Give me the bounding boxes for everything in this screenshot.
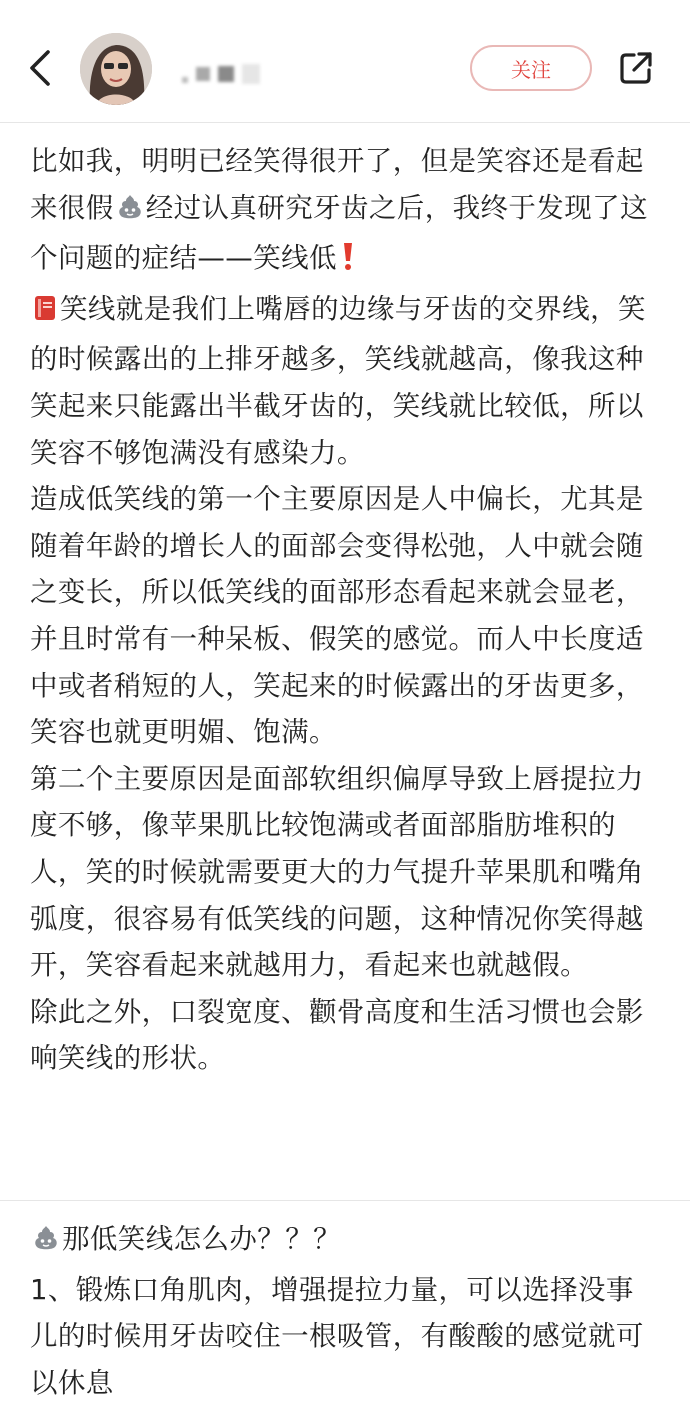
avatar[interactable] — [80, 33, 152, 105]
paragraph-4: 第二个主要原因是面部软组织偏厚导致上唇提拉力度不够，像苹果肌比较饱满或者面部脂肪堆积的人，笑的时候就需要更大的力气提升苹果肌和嘴角弧度，很容易有低笑线的问题，这种情况你笑得越开，笑容看起来就越用力，看起来也就越假。 — [30, 762, 644, 982]
paragraph-3: 造成低笑线的第一个主要原因是人中偏长，尤其是随着年龄的增长人的面部会变得松弛，人中就会随之变长，所以低笑线的面部形态看起来就会显老，并且时常有一种呆板、假笑的感觉。而人中长度适中或者稍短的人，笑起来的时候露出的牙齿更多，笑容也就更明媚、饱满。 — [30, 483, 644, 749]
share-button[interactable] — [614, 46, 658, 90]
p2-text: 笑线就是我们上嘴唇的边缘与牙齿的交界线，笑的时候露出的上排牙越多，笑线就越高，像我这种笑起来只能露出半截牙齿的，笑线就比较低，所以笑容不够饱满没有感染力。 — [30, 292, 646, 469]
share-icon — [617, 49, 655, 87]
red-book-emoji-icon — [32, 290, 58, 337]
tip-item-1: 1、锻炼口角肌肉，增强提拉力量，可以选择没事儿的时候用牙齿咬住一根吸管，有酸酸的感觉就可以休息 — [30, 1273, 644, 1399]
poop-face-emoji-icon — [116, 189, 144, 236]
red-exclamation-emoji-icon — [339, 239, 357, 286]
top-bar — [0, 0, 690, 122]
question-title-text: 那低笑线怎么办？？？ — [62, 1223, 341, 1255]
paragraph-5: 除此之外，口裂宽度、颧骨高度和生活习惯也会影响笑线的形状。 — [30, 995, 644, 1075]
p1-text-a: 比如我，明明已经笑得很开了，但是笑容还是看起来很假 — [30, 145, 644, 224]
p1-text-b: 经过认真研究牙齿之后，我终于发现了这个问题的症结——笑线低 — [30, 191, 648, 275]
paragraph-1 — [30, 138, 660, 286]
section-divider — [0, 1200, 690, 1201]
user-avatar — [80, 33, 152, 105]
paragraph-2 — [30, 286, 660, 476]
post-body-continued — [30, 1216, 660, 1406]
question-title — [30, 1216, 660, 1267]
username-blurred — [182, 62, 272, 86]
follow-button[interactable]: 关注 — [470, 45, 592, 91]
post-body — [30, 138, 660, 1082]
chevron-left-icon — [28, 49, 52, 87]
back-button[interactable] — [22, 44, 58, 92]
header-divider — [0, 122, 690, 123]
poop-face-emoji-icon — [32, 1220, 60, 1267]
